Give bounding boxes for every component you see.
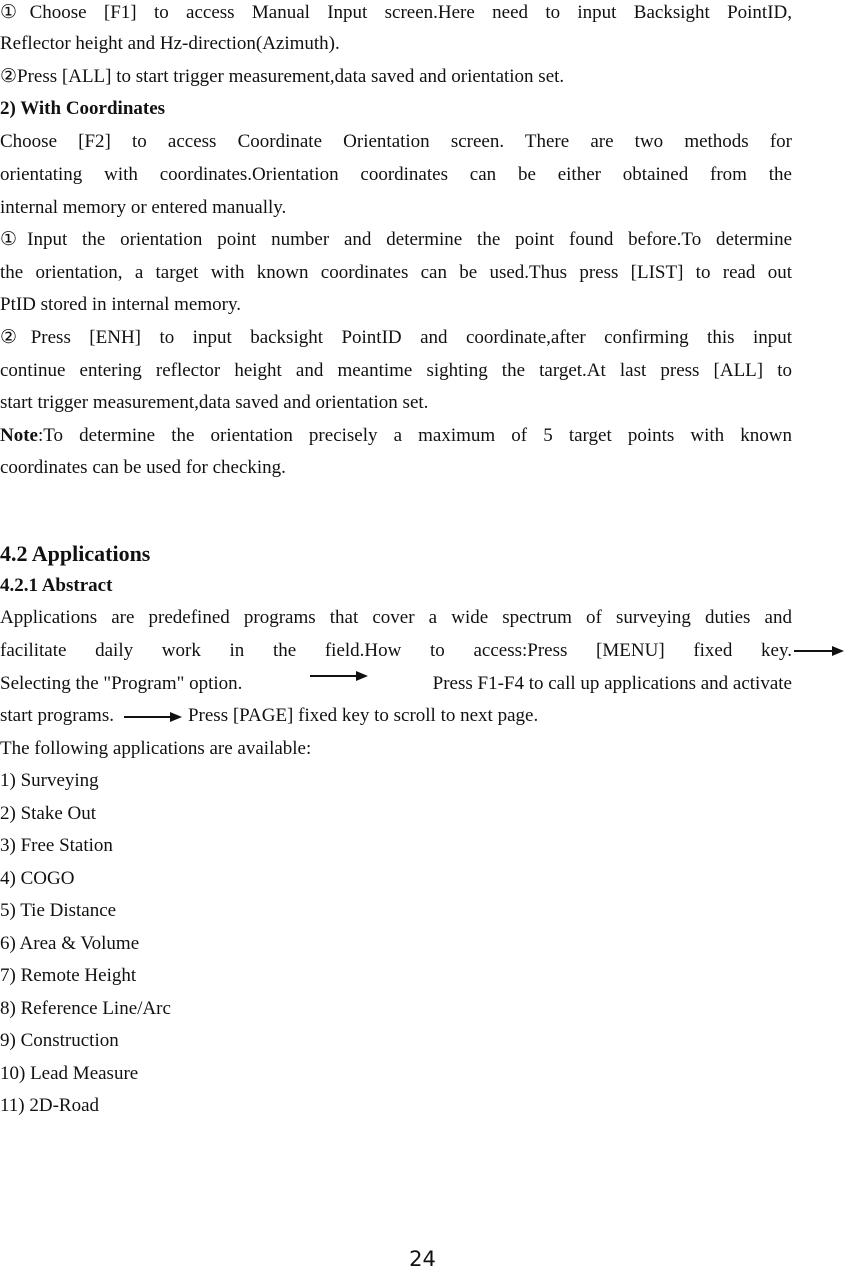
list-item: 1) Surveying (0, 770, 99, 791)
heading-with-coordinates: 2) With Coordinates (0, 98, 166, 119)
paragraph-press-enh-line-2: continue entering reflector height and meantime sighting the target.At last press [ALL] to (0, 360, 792, 381)
paragraph-press-all: ②Press [ALL] to start trigger measurement,data saved and orientation set. (0, 66, 565, 87)
note-label: Note (0, 425, 38, 446)
list-item: 2) Stake Out (0, 803, 97, 824)
abstract-line-3 (0, 671, 792, 697)
list-item: 10) Lead Measure (0, 1063, 139, 1084)
note-line-2: coordinates can be used for checking. (0, 457, 286, 478)
note-line-1 (0, 423, 792, 449)
paragraph-manual-input-line-2: Reflector height and Hz-direction(Azimuth). (0, 33, 340, 54)
applications-intro: The following applications are available: (0, 738, 312, 759)
arrow-right-icon (794, 646, 844, 656)
abstract-line-4-part-1: start programs. (0, 705, 114, 726)
list-item: 3) Free Station (0, 835, 113, 856)
abstract-line-2: facilitate daily work in the field.How to access:Press [MENU] fixed key. (0, 640, 792, 661)
list-item: 8) Reference Line/Arc (0, 998, 171, 1019)
list-item: 7) Remote Height (0, 965, 137, 986)
paragraph-press-enh-line-3: start trigger measurement,data saved and orientation set. (0, 392, 429, 413)
abstract-line-1: Applications are predefined programs that cover a wide spectrum of surveying duties and (0, 607, 792, 628)
arrow-right-icon (310, 671, 368, 681)
arrow-right-icon (124, 712, 182, 722)
paragraph-coordinate-orientation-line-3: internal memory or entered manually. (0, 197, 287, 218)
section-heading-applications: 4.2 Applications (0, 541, 151, 566)
abstract-line-3-part-1: Selecting the "Program" option. (0, 673, 243, 694)
abstract-line-4 (0, 703, 792, 729)
list-item: 4) COGO (0, 868, 75, 889)
subsection-heading-abstract: 4.2.1 Abstract (0, 575, 113, 596)
paragraph-press-enh-line-1: ②Press [ENH] to input backsight PointID and coordinate,after confirming this input (0, 327, 792, 348)
abstract-line-4-part-2: Press [PAGE] fixed key to scroll to next page. (187, 705, 539, 726)
list-item: 5) Tie Distance (0, 900, 117, 921)
paragraph-manual-input-line-1: ①Choose [F1] to access Manual Input screen.Here need to input Backsight PointID, (0, 2, 792, 23)
paragraph-input-orientation-line-2: the orientation, a target with known coordinates can be used.Thus press [LIST] to read out (0, 262, 792, 283)
list-item: 6) Area & Volume (0, 933, 140, 954)
abstract-line-3-part-2: Press F1-F4 to call up applications and activate (432, 673, 792, 694)
paragraph-input-orientation-line-3: PtID stored in internal memory. (0, 294, 241, 315)
note-text: :To determine the orientation precisely a maximum of 5 target points with known (37, 425, 792, 446)
list-item: 9) Construction (0, 1030, 119, 1051)
list-item: 11) 2D-Road (0, 1095, 100, 1116)
paragraph-coordinate-orientation-line-1: Choose [F2] to access Coordinate Orientation screen. There are two methods for (0, 131, 792, 152)
paragraph-coordinate-orientation-line-2: orientating with coordinates.Orientation coordinates can be either obtained from the (0, 164, 792, 185)
paragraph-input-orientation-line-1: ①Input the orientation point number and determine the point found before.To determine (0, 229, 792, 250)
page-number: 24 (409, 1247, 436, 1271)
